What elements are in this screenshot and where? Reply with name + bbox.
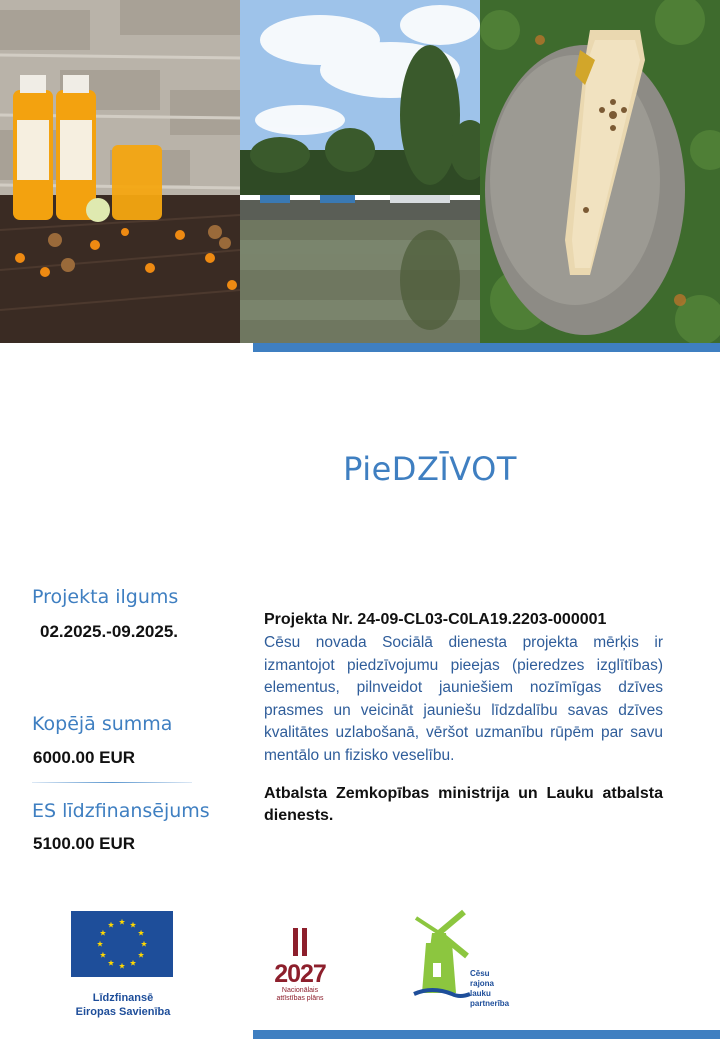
total-amount-value: 6000.00 EUR	[33, 748, 136, 767]
nap-year: 2027	[274, 960, 326, 988]
side-divider	[32, 782, 192, 783]
eu-caption-line2: Eiropas Savienība	[75, 1006, 171, 1018]
lake-photo	[240, 0, 480, 343]
kokle-photo	[480, 0, 720, 343]
eu-flag-icon	[71, 911, 173, 977]
duration-label: Projekta ilgums	[32, 586, 179, 608]
page-title: PieDZĪVOT	[343, 450, 517, 488]
partnership-text	[470, 969, 509, 1009]
eu-logo	[70, 911, 176, 1019]
project-description: Cēsu novada Sociālā dienesta projekta mērķis ir izmantojot piedzīvojumu pieejas (pieredzes izglītības) elementus, pilnveidot jauniešiem nozīmīgas dzīves prasmes un veicināt jauniešu līdzdalību savas dzīves kvalitātes uzlabošanā, vēršot uzmanību rūpēm par savu mentālo un fizisko veselību.	[264, 634, 663, 764]
eu-caption	[70, 991, 176, 1019]
partnership-logo	[412, 908, 510, 1008]
partnership-line1: Cēsu	[470, 969, 490, 978]
cofinancing-value: 5100.00 EUR	[33, 834, 136, 853]
windmill-icon	[412, 908, 472, 1003]
bottom-accent-bar	[253, 1030, 720, 1039]
nap-text	[268, 987, 332, 1003]
nap-bars-icon	[280, 926, 320, 956]
eu-caption-line1: Līdzfinansē	[92, 992, 154, 1004]
project-description-block	[264, 611, 663, 827]
duration-value: 02.2025.-09.2025.	[40, 622, 179, 641]
juice-bottles-photo	[0, 0, 240, 343]
national-development-plan-logo	[268, 926, 332, 1003]
support-statement: Atbalsta Zemkopības ministrija un Lauku atbalsta dienests.	[264, 785, 663, 824]
nap-text-line1: Nacionālais	[281, 987, 319, 994]
top-accent-bar	[253, 343, 720, 352]
partnership-line3: partnerība	[470, 999, 510, 1008]
total-amount-label: Kopējā summa	[32, 713, 173, 735]
project-number: Projekta Nr. 24-09-CL03-C0LA19.2203-000001	[264, 611, 607, 628]
cofinancing-label: ES līdzfinansējums	[32, 800, 210, 822]
partnership-line2: rajona lauku	[470, 979, 495, 998]
nap-text-line2: attīstības plāns	[276, 995, 324, 1002]
